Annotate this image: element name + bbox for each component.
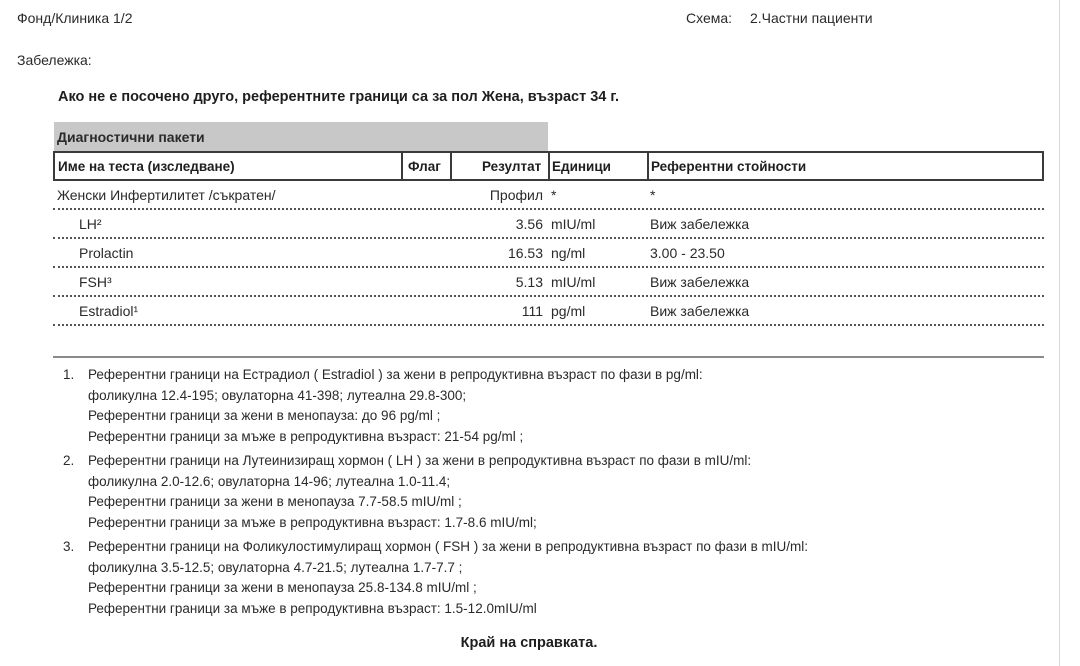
footnote-line: Референтни граници за мъже в репродуктивна възраст: 21-54 pg/ml ; (88, 428, 524, 444)
table-header (53, 151, 1044, 181)
table-row-profile (53, 181, 1044, 210)
column-divider (401, 153, 403, 179)
schema-label: Схема: (686, 10, 733, 26)
test-result: 3.56 (515, 216, 543, 232)
footnote-fsh (63, 537, 963, 621)
column-reference-header: Референтни стойности (651, 159, 807, 174)
test-units: mIU/ml (551, 274, 596, 290)
footnote-line: Референтни граници за мъже в репродуктивна възраст: 1.7-8.6 mIU/ml; (88, 514, 537, 530)
package-title: Диагностични пакети (54, 122, 548, 151)
test-result: 16.53 (507, 245, 543, 261)
footnote-line: Референтни граници на Лутеинизиращ хормон ( LH ) за жени в репродуктивна възраст по фази в mIU/ml: (88, 453, 752, 468)
column-divider (647, 153, 649, 179)
footnote-line: фоликулна 3.5-12.5; овулаторна 4.7-21.5; лутеална 1.7-7.7 ; (88, 559, 463, 575)
test-name: Estradiol¹ (79, 303, 139, 319)
test-units: * (551, 187, 557, 203)
table-row-estradiol (53, 297, 1044, 326)
reference-notice: Ако не е посочено друго, референтните граници са за пол Жена, възраст 34 г. (58, 89, 619, 105)
column-result-header: Резултат (482, 159, 542, 174)
column-name-header: Име на теста (изследване) (58, 159, 235, 174)
test-name: Prolactin (79, 245, 134, 261)
footnote-line: Референтни граници за жени в менопауза 7.7-58.5 mIU/ml ; (88, 494, 462, 509)
column-divider (548, 153, 550, 179)
column-divider (450, 153, 452, 179)
footnote-line: фоликулна 12.4-195; овулаторна 41-398; лутеална 29.8-300; (88, 387, 467, 403)
test-units: pg/ml (551, 303, 586, 319)
test-reference: * (650, 187, 656, 203)
note-label: Забележка: (17, 52, 92, 68)
test-result: 111 (521, 303, 543, 319)
test-reference: Виж забележка (650, 274, 750, 290)
footnote-line: Референтни граници за мъже в репродуктивна възраст: 1.5-12.0mIU/ml (88, 600, 537, 616)
footnote-line: фоликулна 2.0-12.6; овулаторна 14-96; лутеална 1.0-11.4; (88, 473, 451, 489)
table-row-prolactin (53, 239, 1044, 268)
page-edge-rule (1059, 0, 1060, 666)
test-name: Женски Инфертилитет /съкратен/ (57, 187, 276, 203)
test-reference: 3.00 - 23.50 (650, 245, 725, 261)
schema-value: 2.Частни пациенти (750, 10, 873, 26)
footnote-estradiol (63, 365, 963, 449)
footnote-line: Референтни граници за жени в менопауза: до 96 pg/ml ; (88, 408, 441, 423)
footnote-number: 1. (63, 367, 75, 382)
footnote-lh (63, 451, 963, 535)
fund-clinic-label: Фонд/Клиника 1/2 (17, 10, 133, 26)
test-name: FSH³ (79, 274, 112, 290)
end-of-report: Край на справката. (460, 635, 598, 651)
test-result: Профил (489, 187, 543, 203)
table-row-fsh (53, 268, 1044, 297)
test-units: mIU/ml (551, 216, 596, 232)
footnote-line: Референтни граници на Фоликулостимулиращ хормон ( FSH ) за жени в репродуктивна възраст по фази в mIU/ml: (88, 539, 809, 554)
test-result: 5.13 (515, 274, 543, 290)
footnote-line: Референтни граници за жени в менопауза 25.8-134.8 mIU/ml ; (88, 580, 477, 595)
test-reference: Виж забележка (650, 303, 750, 319)
test-name: LH² (79, 216, 102, 232)
footnote-line: Референтни граници на Естрадиол ( Estradiol ) за жени в репродуктивна възраст по фази в pg/ml: (88, 367, 703, 382)
column-flag-header: Флаг (408, 159, 441, 174)
footnotes-divider (53, 356, 1044, 358)
footnote-number: 2. (63, 453, 75, 468)
table-row-lh (53, 210, 1044, 239)
test-units: ng/ml (551, 245, 586, 261)
test-reference: Виж забележка (650, 216, 750, 232)
column-units-header: Единици (552, 159, 611, 174)
footnote-number: 3. (63, 539, 75, 554)
